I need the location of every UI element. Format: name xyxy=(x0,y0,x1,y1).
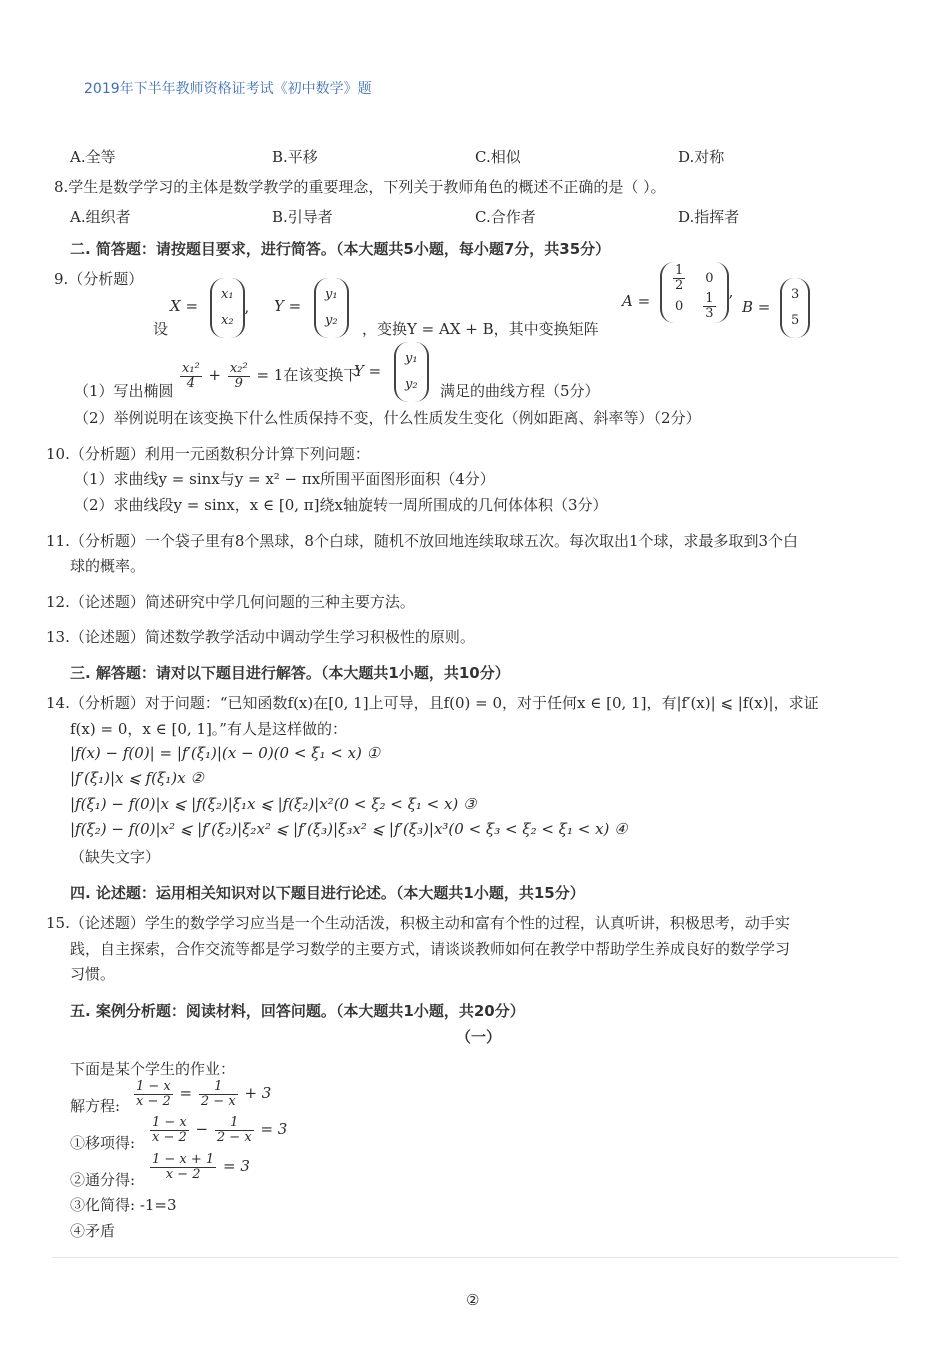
step1-f1-num: 1 − x xyxy=(152,1115,187,1130)
q7-option-c: C.相似 xyxy=(475,148,521,166)
solve-f2-den: 2 − x xyxy=(200,1093,236,1109)
q7-option-a: A.全等 xyxy=(70,148,116,166)
solve-f1-den: x − 2 xyxy=(136,1093,171,1109)
q15-line2: 践，自主探索，合作交流等都是学习数学的主要方式，请谈谈教师如何在教学中帮助学生养成良好的数学学习 xyxy=(70,940,791,958)
q14-step2: |f′(ξ₁)|x ⩽ f(ξ₁)x ② xyxy=(70,769,204,787)
q8-option-c: C.合作者 xyxy=(475,208,536,226)
case-step3: ③化简得: -1=3 xyxy=(70,1196,177,1214)
solve-f2-num: 1 xyxy=(199,1080,238,1095)
q8-option-d: D.指挥者 xyxy=(678,208,740,226)
section-4-heading: 四. 论述题：运用相关知识对以下题目进行论述。（本大题共1小题，共15分） xyxy=(70,884,585,902)
q12: 12.（论述题）简述研究中学几何问题的三种主要方法。 xyxy=(46,593,415,611)
y2: y₂ xyxy=(325,313,338,328)
frac2-num: x₂² xyxy=(229,361,248,376)
q14-step1: |f(x) − f(0)| = |f′(ξ₁)|(x − 0)(0 < ξ₁ < x) ① xyxy=(70,744,381,762)
b2: 5 xyxy=(791,313,800,328)
x1: x₁ xyxy=(221,287,234,302)
q10-stem: 10.（分析题）利用一元函数积分计算下列问题： xyxy=(46,445,370,463)
case-step4: ④矛盾 xyxy=(70,1222,116,1240)
q8-stem: 8.学生是数学学习的主体是数学教学的重要理念，下列关于教师角色的概述不正确的是（ ）。 xyxy=(54,178,666,196)
step2-f-den: x − 2 xyxy=(165,1166,201,1182)
q9-x-vector: x₁ x₂, xyxy=(210,278,249,338)
solve-tail: + 3 xyxy=(244,1084,272,1103)
footer-divider xyxy=(52,1257,898,1258)
step1-f2-num: 1 xyxy=(215,1116,254,1131)
q9-she: 设 xyxy=(153,320,169,338)
page-header-title: 2019年下半年教师资格证考试《初中数学》题 xyxy=(84,81,372,97)
frac2-den: 9 xyxy=(234,375,243,391)
p1-y1: y₁ xyxy=(405,351,418,366)
step1-minus: − xyxy=(195,1120,209,1139)
q9-x-eq: X = xyxy=(170,297,199,315)
q9-a-matrix: $\frac{1}{2}$ 0 0 $\frac{1}{3}$ , xyxy=(660,262,733,323)
q7-option-b: B.平移 xyxy=(272,148,318,166)
q7-option-d: D.对称 xyxy=(678,148,725,166)
q13: 13.（论述题）简述数学教学活动中调动学生学习积极性的原则。 xyxy=(46,628,475,646)
step1-f1-den: x − 2 xyxy=(152,1129,187,1145)
section-3-heading: 三. 解答题：请对以下题目进行解答。（本大题共1小题，共10分） xyxy=(70,664,510,682)
x2: x₂ xyxy=(221,313,234,328)
p1-y2: y₂ xyxy=(405,377,418,392)
case-step2-formula xyxy=(148,1153,250,1181)
q9-p2: （2）举例说明在该变换下什么性质保持不变，什么性质发生变化（例如距离、斜率等）（2分） xyxy=(74,409,701,427)
q11-line1: 11.（分析题）一个袋子里有8个黑球，8个白球，随机不放回地连续取球五次。每次取出1个球，求最多取到3个白 xyxy=(46,532,799,550)
q9-y-eq: Y = xyxy=(274,297,302,315)
q9-p1-formula xyxy=(178,362,358,390)
q9-y-vector xyxy=(314,278,349,338)
section-2-heading: 二. 简答题：请按题目要求，进行简答。（本大题共5小题，每小题7分，共35分） xyxy=(70,240,611,258)
section-5-sub: （一） xyxy=(456,1028,502,1046)
q14-missing: （缺失文字） xyxy=(70,848,161,866)
step2-f-num: 1 − x + 1 xyxy=(152,1152,215,1167)
page-number: ② xyxy=(466,1291,480,1309)
q9-label: 9.（分析题） xyxy=(54,270,144,288)
frac1-num: x₁² xyxy=(182,361,200,376)
b1: 3 xyxy=(791,287,800,302)
q9-b-eq: B = xyxy=(742,298,771,316)
q14-step4: |f(ξ₂) − f(0)|x² ⩽ |f′(ξ₂)|ξ₂x² ⩽ |f′(ξ₃)|ξ₃x² ⩽ |f′(ξ₃)|x³(0 < ξ₃ < ξ₂ < ξ₁ < x) ④ xyxy=(70,820,628,838)
q10-p2: （2）求曲线段y = sinx，x ∈ [0, π]绕x轴旋转一周所围成的几何体体积（3分） xyxy=(74,496,608,514)
q8-option-a: A.组织者 xyxy=(70,208,131,226)
q9-p1-suffix: 满足的曲线方程（5分） xyxy=(440,382,600,400)
case-solve-label: 解方程: xyxy=(70,1097,121,1115)
eq-one: = 1在该变换下 xyxy=(256,366,359,385)
case-step1-label: ①移项得: xyxy=(70,1134,136,1152)
q8-option-b: B.引导者 xyxy=(272,208,333,226)
q9-b-vector xyxy=(780,278,810,338)
step1-f2-den: 2 − x xyxy=(216,1129,252,1145)
case-solve-formula xyxy=(132,1080,271,1108)
q9-p1-y-vector xyxy=(394,342,429,402)
q14-line2: f(x) = 0，x ∈ [0, 1]。”有人是这样做的： xyxy=(70,720,347,738)
q9-p1-prefix: （1）写出椭圆 xyxy=(74,382,174,400)
q14-line1: 14.（分析题）对于问题：“已知函数f(x)在[0, 1]上可导，且f(0) = 0，对于任何x ∈ [0, 1]，有|f′(x)| ⩽ |f(x)|，求证 xyxy=(46,694,819,712)
q14-step3: |f(ξ₁) − f(0)|x ⩽ |f(ξ₂)|ξ₁x ⩽ |f(ξ₂)|x²(0 < ξ₂ < ξ₁ < x) ③ xyxy=(70,795,477,813)
a12: 0 xyxy=(705,270,714,286)
solve-eq: = xyxy=(179,1084,193,1103)
solve-f1-num: 1 − x xyxy=(136,1079,171,1094)
step1-tail: = 3 xyxy=(260,1120,288,1139)
case-step2-label: ②通分得: xyxy=(70,1171,136,1189)
step2-tail: = 3 xyxy=(222,1157,250,1176)
plus: + xyxy=(208,366,222,385)
q9-a-eq: A = xyxy=(622,292,651,310)
q9-transform-text: ，变换Y = AX + B，其中变换矩阵 xyxy=(362,320,599,338)
case-intro: 下面是某个学生的作业： xyxy=(70,1060,236,1078)
frac1-den: 4 xyxy=(186,375,196,391)
a21: 0 xyxy=(675,298,684,314)
q10-p1: （1）求曲线y = sinx与y = x² − πx所围平面图形面积（4分） xyxy=(74,470,495,488)
y1: y₁ xyxy=(325,287,338,302)
q15-line1: 15.（论述题）学生的数学学习应当是一个生动活泼，积极主动和富有个性的过程，认真听讲，积极思考，动手实 xyxy=(46,914,790,932)
section-5-heading: 五. 案例分析题：阅读材料，回答问题。（本大题共1小题，共20分） xyxy=(70,1002,525,1020)
q9-p1-y-eq: Y = xyxy=(354,362,382,380)
q11-line2: 球的概率。 xyxy=(70,557,146,575)
q15-line3: 习惯。 xyxy=(70,965,116,983)
case-step1-formula xyxy=(148,1116,287,1144)
